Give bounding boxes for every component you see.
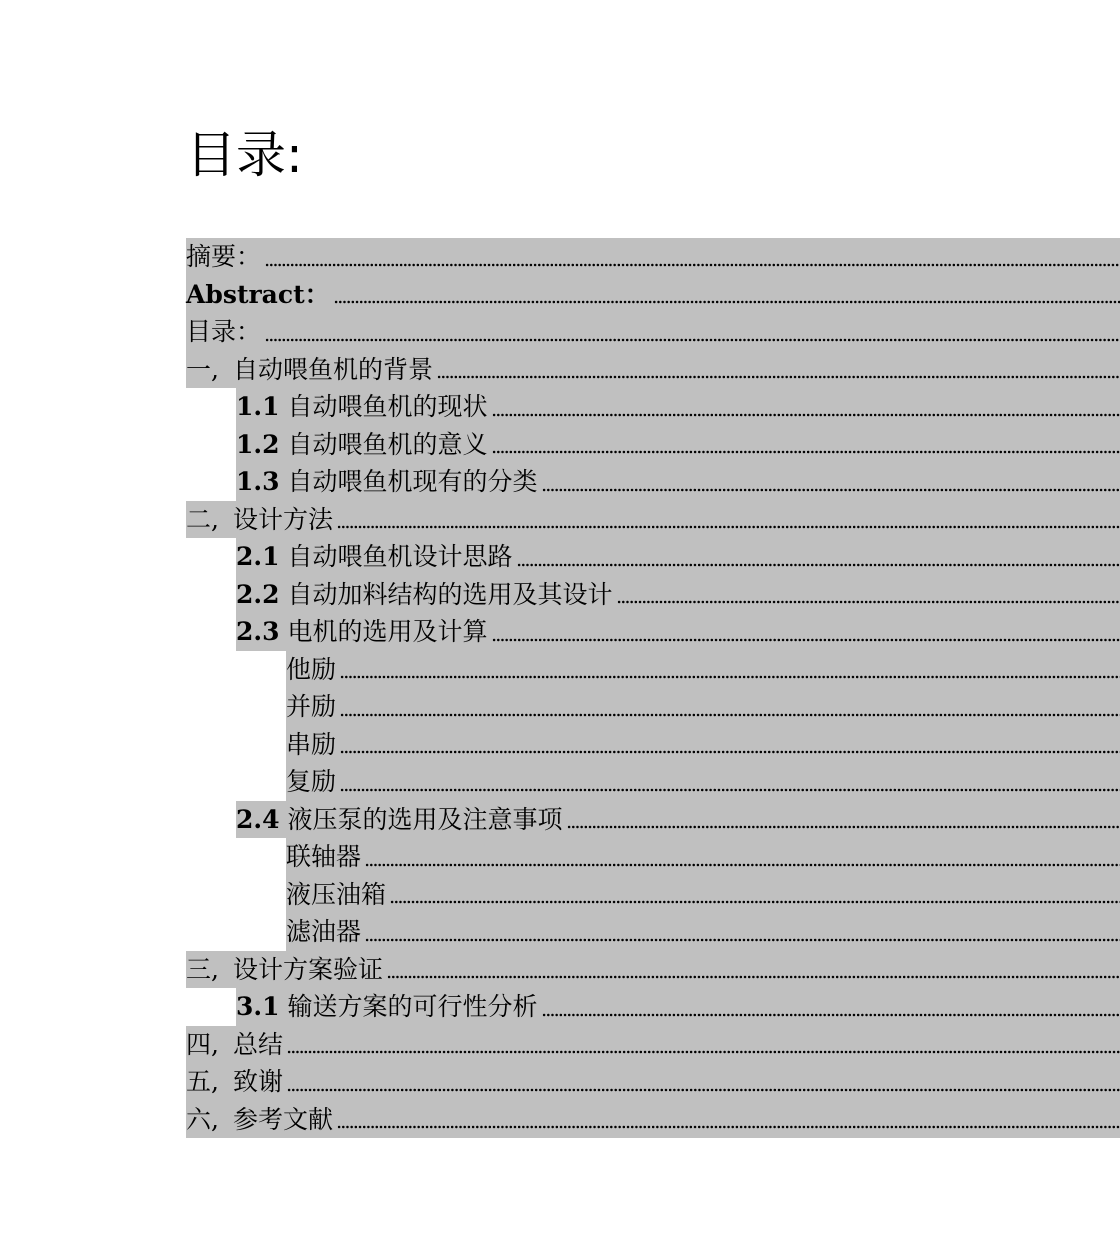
toc-entry-title: 自动喂鱼机的背景 [232, 354, 433, 384]
dot-leader [337, 1124, 1120, 1130]
dot-leader [390, 899, 1120, 905]
toc-entry-line [186, 501, 1120, 539]
toc-entry-label [286, 876, 390, 914]
dot-leader [334, 299, 1120, 305]
toc-entry-ordinal: 三, [186, 954, 219, 984]
toc-entry-line [236, 538, 1120, 576]
toc-entry-title: 自动喂鱼机现有的分类 [287, 467, 538, 496]
toc-entry[interactable] [0, 876, 1120, 914]
toc-entry-title: 自动喂鱼机的意义 [287, 429, 488, 459]
toc-entry-title: 液压泵的选用及注意事项 [287, 804, 563, 834]
toc-entry-number: 1.3 [236, 467, 280, 496]
dot-leader [492, 637, 1120, 643]
toc-entry-label [286, 838, 365, 876]
toc-entry-line [236, 801, 1120, 839]
toc-entry-label [236, 538, 517, 576]
toc-entry-label [186, 238, 265, 276]
table-of-contents [0, 238, 1120, 1138]
toc-entry-line [186, 951, 1120, 989]
toc-entry-line [286, 688, 1120, 726]
dot-leader [287, 1087, 1120, 1093]
toc-entry[interactable] [0, 988, 1120, 1026]
toc-entry-title: 自动喂鱼机的现状 [287, 392, 488, 421]
dot-leader [265, 337, 1120, 343]
dot-leader [492, 412, 1120, 418]
toc-entry-label [236, 426, 492, 464]
toc-entry-label [286, 913, 365, 951]
toc-entry[interactable] [0, 463, 1120, 501]
toc-entry-label [286, 651, 340, 689]
toc-entry-title: 液压油箱 [286, 879, 387, 909]
toc-entry-line [186, 1026, 1120, 1064]
toc-entry[interactable] [0, 913, 1120, 951]
toc-entry-line [236, 576, 1120, 614]
toc-entry[interactable] [0, 801, 1120, 839]
dot-leader [492, 449, 1120, 455]
dot-leader [265, 262, 1120, 268]
toc-entry-title: 设计方法 [232, 504, 333, 534]
toc-entry-title: 设计方案验证 [232, 954, 383, 984]
toc-entry-line [286, 763, 1120, 801]
toc-entry[interactable] [0, 276, 1120, 314]
dot-leader [437, 374, 1120, 380]
dot-leader [567, 824, 1120, 830]
toc-entry-title: 致谢 [232, 1067, 283, 1096]
dot-leader [340, 674, 1120, 680]
toc-entry-line [186, 313, 1120, 351]
toc-entry[interactable] [0, 613, 1120, 651]
toc-entry-label [186, 1063, 287, 1101]
dot-leader [365, 937, 1120, 943]
toc-entry-label [286, 726, 340, 764]
toc-entry[interactable] [0, 651, 1120, 689]
toc-entry[interactable] [0, 688, 1120, 726]
toc-entry-label [186, 501, 337, 539]
toc-entry[interactable] [0, 501, 1120, 539]
toc-entry-line [186, 1101, 1120, 1139]
dot-leader [517, 562, 1120, 568]
toc-entry[interactable] [0, 838, 1120, 876]
toc-entry-title: 复励 [286, 767, 337, 796]
toc-entry-number: 1.2 [236, 429, 280, 459]
toc-entry-label [186, 276, 334, 314]
toc-entry-number: 2.2 [236, 579, 280, 609]
page-title: 目录: [186, 126, 303, 184]
toc-entry-ordinal: 六, [186, 1104, 219, 1134]
dot-leader [340, 749, 1120, 755]
toc-entry-line [286, 838, 1120, 876]
toc-entry-ordinal: 一, [186, 354, 219, 384]
toc-entry-label [236, 801, 567, 839]
toc-entry-title: 自动加料结构的选用及其设计 [287, 579, 613, 609]
toc-entry-line [236, 463, 1120, 501]
toc-entry-label [186, 1026, 287, 1064]
toc-entry-line [186, 238, 1120, 276]
toc-entry-label [236, 388, 492, 426]
toc-entry-title: 目录： [186, 317, 262, 346]
toc-entry[interactable] [0, 1026, 1120, 1064]
toc-entry-ordinal: 四, [186, 1029, 219, 1059]
toc-entry-label [236, 463, 542, 501]
toc-entry[interactable] [0, 426, 1120, 464]
dot-leader [287, 1049, 1120, 1055]
toc-entry-ordinal: 五, [186, 1067, 219, 1096]
toc-entry-title: 参考文献 [232, 1104, 333, 1134]
toc-entry-number: 2.4 [236, 804, 280, 834]
toc-entry-number: 2.1 [236, 542, 280, 571]
dot-leader [617, 599, 1120, 605]
toc-entry[interactable] [0, 538, 1120, 576]
toc-entry-title: 摘要： [186, 242, 262, 271]
toc-entry-line [286, 726, 1120, 764]
toc-entry-line [286, 876, 1120, 914]
toc-entry-title: 滤油器 [286, 917, 362, 946]
toc-entry-line [186, 276, 1120, 314]
toc-entry-label [236, 988, 542, 1026]
toc-entry[interactable] [0, 351, 1120, 389]
dot-leader [340, 787, 1120, 793]
toc-entry-line [286, 651, 1120, 689]
toc-entry[interactable] [0, 576, 1120, 614]
toc-entry-title: 串励 [286, 729, 337, 759]
toc-entry[interactable] [0, 1101, 1120, 1139]
dot-leader [340, 712, 1120, 718]
dot-leader [337, 524, 1120, 530]
toc-entry[interactable] [0, 388, 1120, 426]
toc-entry-title: 自动喂鱼机设计思路 [287, 542, 513, 571]
toc-entry-number: 3.1 [236, 992, 280, 1021]
toc-entry-line [236, 426, 1120, 464]
toc-entry-line [186, 1063, 1120, 1101]
toc-entry-line [236, 388, 1120, 426]
toc-entry-label [236, 613, 492, 651]
toc-entry-line [286, 913, 1120, 951]
toc-entry-label [236, 576, 617, 614]
toc-entry-label [286, 763, 340, 801]
toc-entry-line [236, 613, 1120, 651]
toc-entry-ordinal: 二, [186, 504, 219, 534]
toc-entry-number: 1.1 [236, 392, 280, 421]
dot-leader [365, 862, 1120, 868]
dot-leader [387, 974, 1120, 980]
toc-entry[interactable] [0, 238, 1120, 276]
toc-entry[interactable] [0, 1063, 1120, 1101]
toc-entry-label [186, 313, 265, 351]
toc-entry[interactable] [0, 763, 1120, 801]
toc-entry-label [186, 351, 437, 389]
dot-leader [542, 1012, 1120, 1018]
toc-entry[interactable] [0, 313, 1120, 351]
toc-entry-label [186, 951, 387, 989]
toc-entry-line [236, 988, 1120, 1026]
toc-entry-label [286, 688, 340, 726]
toc-entry[interactable] [0, 951, 1120, 989]
toc-entry[interactable] [0, 726, 1120, 764]
toc-entry-title: Abstract： [186, 279, 330, 309]
toc-entry-line [186, 351, 1120, 389]
toc-entry-title: 电机的选用及计算 [287, 617, 488, 646]
toc-entry-title: 他励 [286, 654, 337, 684]
toc-entry-title: 总结 [232, 1029, 283, 1059]
toc-entry-number: 2.3 [236, 617, 280, 646]
toc-entry-title: 并励 [286, 692, 337, 721]
toc-entry-title: 联轴器 [286, 842, 362, 871]
toc-entry-label [186, 1101, 337, 1139]
toc-entry-title: 输送方案的可行性分析 [287, 992, 538, 1021]
dot-leader [542, 487, 1120, 493]
